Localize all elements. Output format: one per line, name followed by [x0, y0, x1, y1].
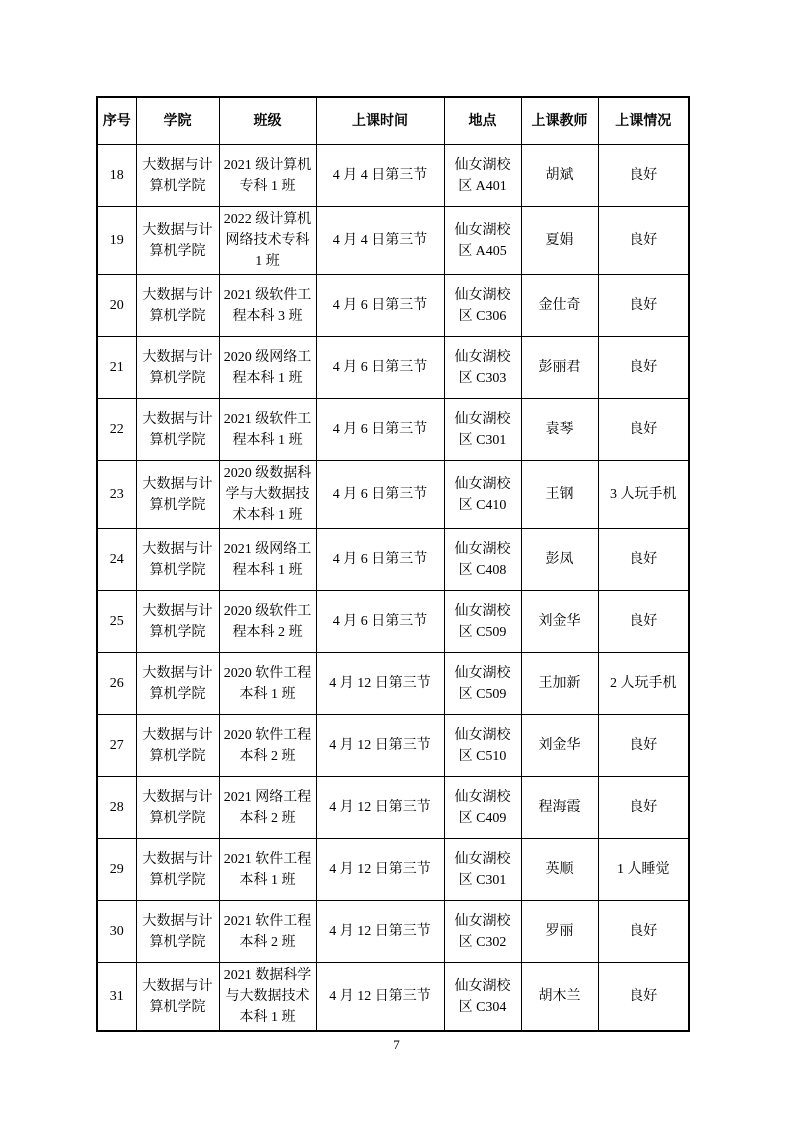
- cell-class: 2021 软件工程本科 2 班: [219, 901, 316, 963]
- cell-status: 良好: [598, 337, 689, 399]
- cell-loc: 仙女湖校区 C409: [444, 777, 521, 839]
- cell-college: 大数据与计算机学院: [136, 399, 219, 461]
- cell-no: 22: [97, 399, 136, 461]
- cell-status: 良好: [598, 901, 689, 963]
- cell-teacher: 彭凤: [521, 529, 598, 591]
- cell-loc: 仙女湖校区 C509: [444, 591, 521, 653]
- cell-teacher: 王加新: [521, 653, 598, 715]
- cell-class: 2021 数据科学与大数据技术本科 1 班: [219, 963, 316, 1032]
- cell-status: 2 人玩手机: [598, 653, 689, 715]
- cell-no: 31: [97, 963, 136, 1032]
- cell-class: 2020 级数据科学与大数据技术本科 1 班: [219, 461, 316, 529]
- cell-college: 大数据与计算机学院: [136, 337, 219, 399]
- table-row: [97, 399, 689, 461]
- cell-teacher: 胡斌: [521, 145, 598, 207]
- cell-college: 大数据与计算机学院: [136, 591, 219, 653]
- column-header-loc: 地点: [444, 97, 521, 145]
- table-row: [97, 591, 689, 653]
- cell-college: 大数据与计算机学院: [136, 901, 219, 963]
- cell-teacher: 胡木兰: [521, 963, 598, 1032]
- cell-status: 良好: [598, 777, 689, 839]
- cell-loc: 仙女湖校区 C304: [444, 963, 521, 1032]
- column-header-class: 班级: [219, 97, 316, 145]
- cell-college: 大数据与计算机学院: [136, 777, 219, 839]
- cell-teacher: 程海霞: [521, 777, 598, 839]
- cell-class: 2021 级软件工程本科 3 班: [219, 275, 316, 337]
- cell-status: 良好: [598, 399, 689, 461]
- table-row: [97, 963, 689, 1032]
- cell-no: 27: [97, 715, 136, 777]
- cell-class: 2021 级网络工程本科 1 班: [219, 529, 316, 591]
- cell-loc: 仙女湖校区 C410: [444, 461, 521, 529]
- cell-time: 4 月 6 日第三节: [316, 461, 444, 529]
- cell-time: 4 月 6 日第三节: [316, 591, 444, 653]
- cell-college: 大数据与计算机学院: [136, 963, 219, 1032]
- cell-time: 4 月 12 日第三节: [316, 963, 444, 1032]
- cell-teacher: 袁琴: [521, 399, 598, 461]
- cell-status: 良好: [598, 963, 689, 1032]
- column-header-teacher: 上课教师: [521, 97, 598, 145]
- table-row: [97, 337, 689, 399]
- cell-teacher: 金仕奇: [521, 275, 598, 337]
- table-row: [97, 207, 689, 275]
- attendance-table: [96, 96, 690, 1032]
- table-row: [97, 145, 689, 207]
- cell-college: 大数据与计算机学院: [136, 275, 219, 337]
- cell-time: 4 月 4 日第三节: [316, 145, 444, 207]
- cell-status: 良好: [598, 207, 689, 275]
- cell-time: 4 月 6 日第三节: [316, 275, 444, 337]
- cell-no: 19: [97, 207, 136, 275]
- cell-no: 29: [97, 839, 136, 901]
- cell-teacher: 刘金华: [521, 591, 598, 653]
- cell-teacher: 彭丽君: [521, 337, 598, 399]
- cell-class: 2021 软件工程本科 1 班: [219, 839, 316, 901]
- table-row: [97, 715, 689, 777]
- cell-loc: 仙女湖校区 C302: [444, 901, 521, 963]
- table-row: [97, 901, 689, 963]
- cell-class: 2020 级软件工程本科 2 班: [219, 591, 316, 653]
- table-header-row: [97, 97, 689, 145]
- cell-status: 良好: [598, 715, 689, 777]
- column-header-no: 序号: [97, 97, 136, 145]
- cell-loc: 仙女湖校区 A405: [444, 207, 521, 275]
- cell-college: 大数据与计算机学院: [136, 461, 219, 529]
- table-row: [97, 275, 689, 337]
- cell-status: 1 人睡觉: [598, 839, 689, 901]
- cell-status: 良好: [598, 145, 689, 207]
- cell-college: 大数据与计算机学院: [136, 839, 219, 901]
- cell-class: 2022 级计算机网络技术专科 1 班: [219, 207, 316, 275]
- cell-teacher: 刘金华: [521, 715, 598, 777]
- cell-class: 2021 网络工程本科 2 班: [219, 777, 316, 839]
- table-row: [97, 653, 689, 715]
- cell-time: 4 月 12 日第三节: [316, 653, 444, 715]
- cell-status: 良好: [598, 591, 689, 653]
- cell-loc: 仙女湖校区 C509: [444, 653, 521, 715]
- cell-no: 30: [97, 901, 136, 963]
- table-row: [97, 839, 689, 901]
- table-row: [97, 461, 689, 529]
- cell-college: 大数据与计算机学院: [136, 145, 219, 207]
- column-header-status: 上课情况: [598, 97, 689, 145]
- column-header-college: 学院: [136, 97, 219, 145]
- table-row: [97, 529, 689, 591]
- cell-class: 2021 级软件工程本科 1 班: [219, 399, 316, 461]
- cell-class: 2020 软件工程本科 1 班: [219, 653, 316, 715]
- cell-status: 良好: [598, 529, 689, 591]
- cell-loc: 仙女湖校区 C408: [444, 529, 521, 591]
- cell-no: 24: [97, 529, 136, 591]
- cell-no: 20: [97, 275, 136, 337]
- cell-time: 4 月 6 日第三节: [316, 399, 444, 461]
- table-row: [97, 777, 689, 839]
- cell-time: 4 月 12 日第三节: [316, 715, 444, 777]
- cell-time: 4 月 12 日第三节: [316, 901, 444, 963]
- cell-no: 26: [97, 653, 136, 715]
- cell-no: 28: [97, 777, 136, 839]
- cell-college: 大数据与计算机学院: [136, 653, 219, 715]
- cell-no: 23: [97, 461, 136, 529]
- cell-time: 4 月 6 日第三节: [316, 529, 444, 591]
- cell-loc: 仙女湖校区 A401: [444, 145, 521, 207]
- cell-teacher: 罗丽: [521, 901, 598, 963]
- page-number: 7: [393, 1037, 400, 1052]
- cell-loc: 仙女湖校区 C510: [444, 715, 521, 777]
- cell-class: 2020 级网络工程本科 1 班: [219, 337, 316, 399]
- cell-status: 3 人玩手机: [598, 461, 689, 529]
- cell-teacher: 英顺: [521, 839, 598, 901]
- cell-time: 4 月 6 日第三节: [316, 337, 444, 399]
- cell-time: 4 月 12 日第三节: [316, 839, 444, 901]
- cell-loc: 仙女湖校区 C301: [444, 399, 521, 461]
- cell-no: 18: [97, 145, 136, 207]
- cell-teacher: 王钢: [521, 461, 598, 529]
- cell-time: 4 月 12 日第三节: [316, 777, 444, 839]
- column-header-time: 上课时间: [316, 97, 444, 145]
- cell-college: 大数据与计算机学院: [136, 529, 219, 591]
- cell-college: 大数据与计算机学院: [136, 715, 219, 777]
- cell-loc: 仙女湖校区 C301: [444, 839, 521, 901]
- cell-loc: 仙女湖校区 C306: [444, 275, 521, 337]
- cell-time: 4 月 4 日第三节: [316, 207, 444, 275]
- cell-teacher: 夏娟: [521, 207, 598, 275]
- cell-no: 25: [97, 591, 136, 653]
- cell-class: 2021 级计算机专科 1 班: [219, 145, 316, 207]
- cell-status: 良好: [598, 275, 689, 337]
- cell-class: 2020 软件工程本科 2 班: [219, 715, 316, 777]
- cell-college: 大数据与计算机学院: [136, 207, 219, 275]
- cell-no: 21: [97, 337, 136, 399]
- cell-loc: 仙女湖校区 C303: [444, 337, 521, 399]
